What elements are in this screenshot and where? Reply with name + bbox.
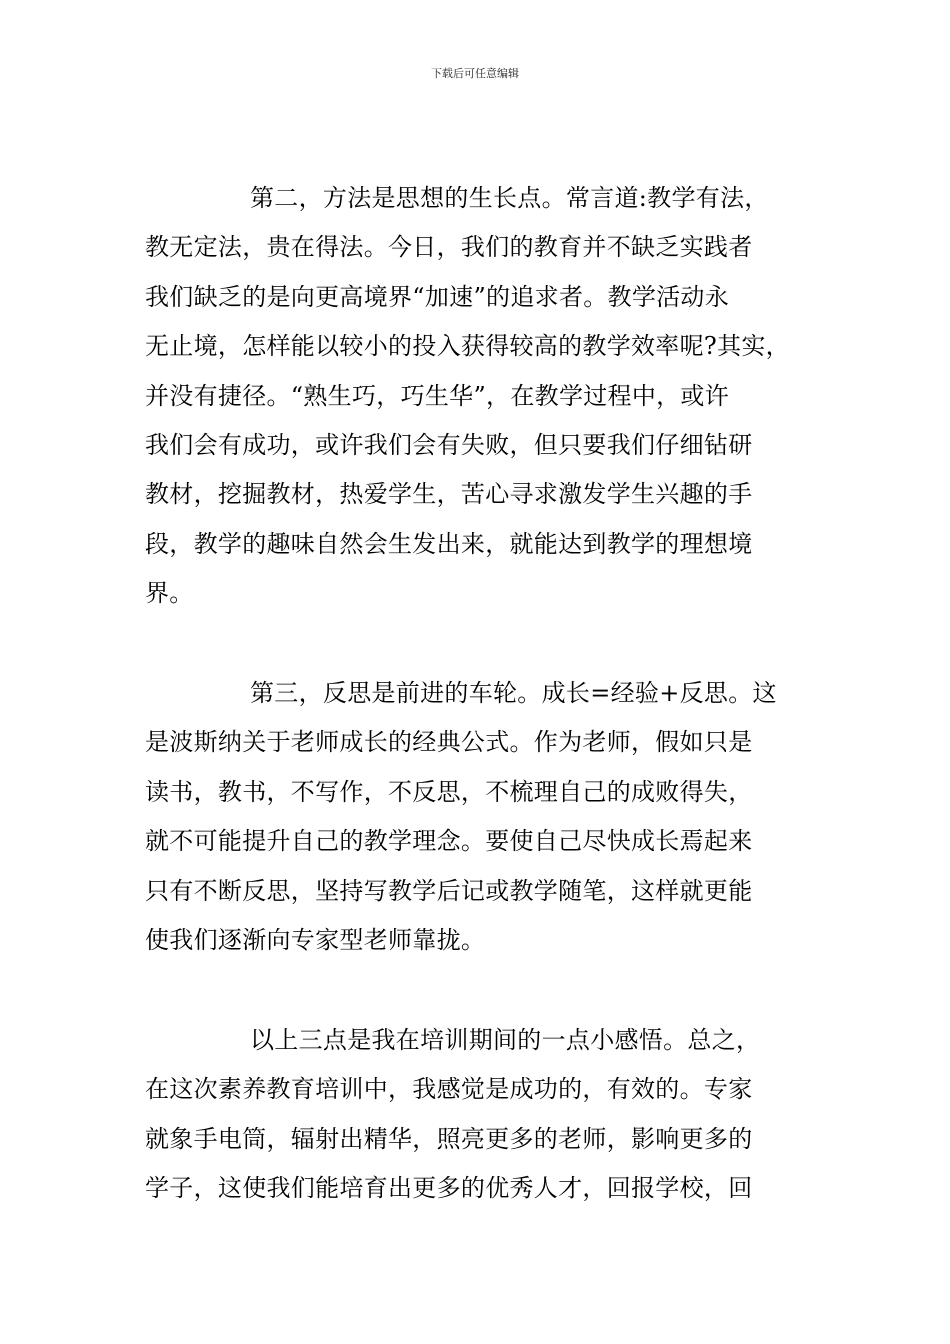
text-line: 我们缺乏的是向更高境界“加速”的追求者。教学活动永 [145,282,730,311]
text-line: 就不可能提升自己的教学理念。要使自己尽快成长焉起来 [145,827,753,856]
text-line: 段，教学的趣味自然会生发出来，就能达到教学的理想境 [145,529,753,558]
text-line: 教无定法，贵在得法。今日，我们的教育并不缺乏实践者 [145,233,753,262]
text-line: 只有不断反思，坚持写教学后记或教学随笔，这样就更能 [145,876,753,905]
paragraph-reflection [145,669,825,965]
text-line: 第三，反思是前进的车轮。成长=经验+反思。这 [250,679,777,707]
text-line: 我们会有成功，或许我们会有失败，但只要我们仔细钻研 [145,430,753,459]
text-line: 教材，挖掘教材，热爱学生，苦心寻求激发学生兴趣的手 [145,480,753,509]
text-line: 在这次素养教育培训中，我感觉是成功的，有效的。专家 [145,1075,753,1104]
text-line: 使我们逐渐向专家型老师靠拢。 [145,925,486,954]
text-line: 就象手电筒，辐射出精华，照亮更多的老师，影响更多的 [145,1124,753,1153]
paragraph-summary [145,1016,825,1214]
text-line: 读书，教书，不写作，不反思，不梳理自己的成败得失， [145,777,753,806]
page-header: 下载后可任意编辑 [431,67,519,80]
text-line: 以上三点是我在培训期间的一点小感悟。总之， [250,1026,761,1054]
text-line: 无止境，怎样能以较小的投入获得较高的教学效率呢?其实， [145,332,790,361]
text-line: 并没有捷径。“熟生巧，巧生华”，在教学过程中，或许 [145,381,730,410]
text-line: 学子，这使我们能培育出更多的优秀人才，回报学校，回 [145,1174,753,1203]
text-line: 界。 [145,579,194,608]
text-line: 是波斯纳关于老师成长的经典公式。作为老师，假如只是 [145,728,753,757]
paragraph-method [145,174,825,619]
text-line: 第二，方法是思想的生长点。常言道:教学有法， [250,184,769,212]
